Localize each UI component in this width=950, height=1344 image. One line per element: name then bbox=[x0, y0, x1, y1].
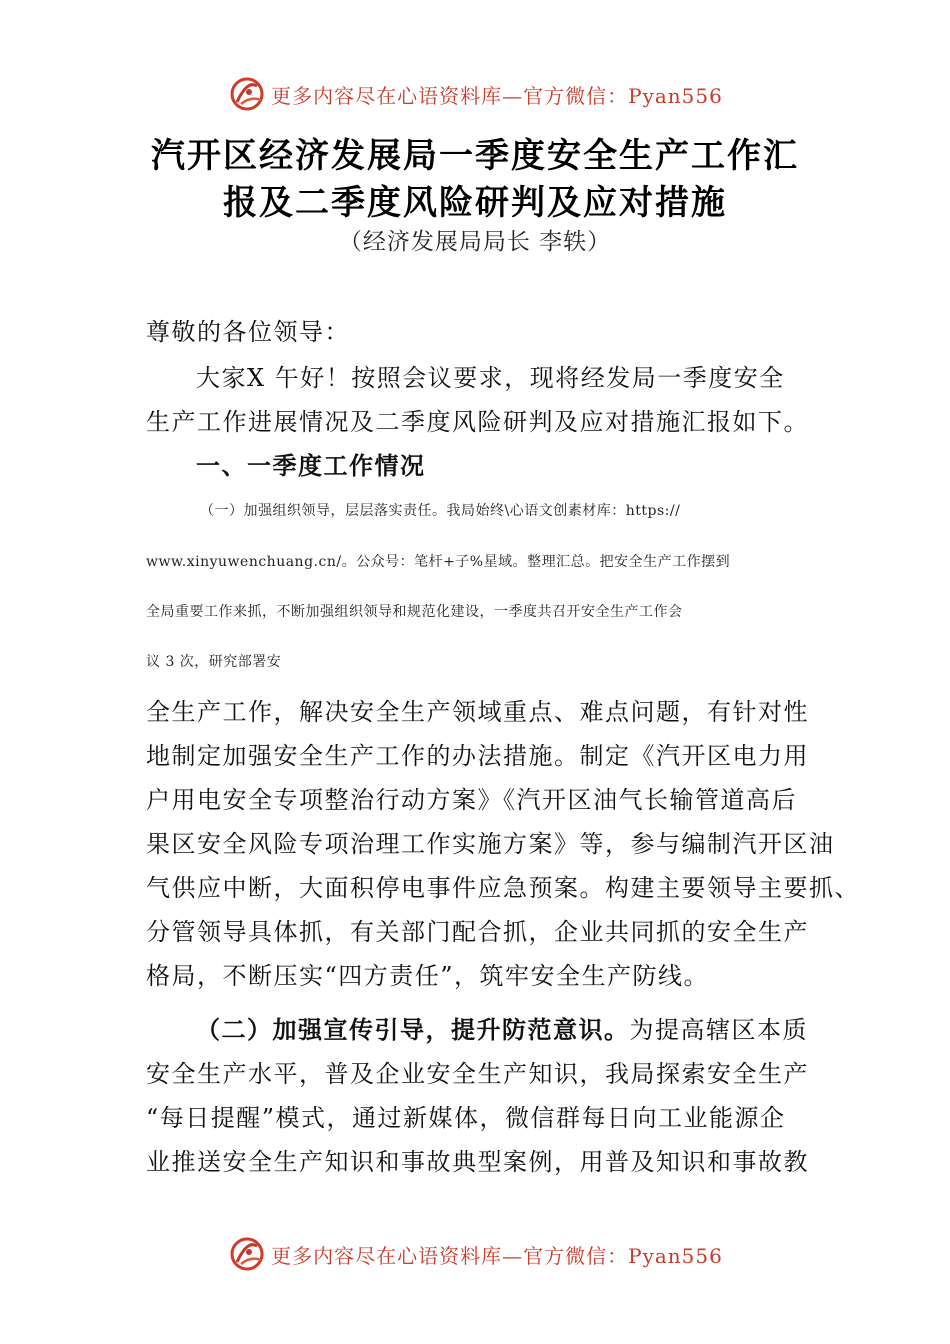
watermark-bottom bbox=[0, 1232, 950, 1276]
watermark-text: 更多内容尽在心语资料库—官方微信：Pyan556 bbox=[271, 83, 723, 108]
body-line: 全生产工作，解决安全生产领域重点、难点问题，有针对性 bbox=[146, 698, 809, 726]
body-line: “每日提醒”模式，通过新媒体，微信群每日向工业能源企 bbox=[146, 1104, 786, 1132]
watermark-text: 更多内容尽在心语资料库—官方微信：Pyan556 bbox=[271, 1243, 723, 1268]
body-line: 格局，不断压实“四方责任”，筑牢安全生产防线。 bbox=[146, 962, 710, 990]
intro-line: 大家X 午好！按照会议要求，现将经发局一季度安全 bbox=[196, 364, 785, 392]
body-line: 气供应中断，大面积停电事件应急预案。构建主要领导主要抓、 bbox=[146, 874, 860, 902]
paragraph2-first-line bbox=[196, 1010, 808, 1045]
body-line: 分管领导具体抓，有关部门配合抓，企业共同抓的安全生产 bbox=[146, 918, 809, 946]
paragraph2-heading: （二）加强宣传引导，提升防范意识。 bbox=[196, 1015, 630, 1044]
paragraph2-lead: 为提高辖区本质 bbox=[629, 1016, 808, 1044]
body-line: 业推送安全生产知识和事故典型案例，用普及知识和事故教 bbox=[146, 1148, 809, 1176]
document-title-line1: 汽开区经济发展局一季度安全生产工作汇 bbox=[151, 136, 799, 176]
body-line: 果区安全风险专项治理工作实施方案》等，参与编制汽开区油 bbox=[146, 830, 835, 858]
intro-line: 生产工作进展情况及二季度风险研判及应对措施汇报如下。 bbox=[146, 408, 809, 436]
logo-icon bbox=[227, 74, 267, 114]
small-text-line: www.xinyuwenchuang.cn/。公众号：笔杆+子%星域。整理汇总。把安全生产工作摆到 bbox=[146, 554, 731, 570]
document-subtitle: （经济发展局局长 李轶） bbox=[338, 229, 612, 255]
body-line: 安全生产水平，普及企业安全生产知识，我局探索安全生产 bbox=[146, 1060, 809, 1088]
section-heading: 一、一季度工作情况 bbox=[196, 451, 426, 480]
small-text-line: （一）加强组织领导，层层落实责任。我局始终\心语文创素材库：https:// bbox=[200, 503, 681, 519]
document-title-line2: 报及二季度风险研判及应对措施 bbox=[223, 183, 727, 223]
watermark-top bbox=[0, 72, 950, 116]
small-text-line: 全局重要工作来抓，不断加强组织领导和规范化建设，一季度共召开安全生产工作会 bbox=[146, 604, 683, 620]
body-line: 户用电安全专项整治行动方案》《汽开区油气长输管道高后 bbox=[146, 786, 797, 814]
body-line: 地制定加强安全生产工作的办法措施。制定《汽开区电力用 bbox=[146, 742, 809, 770]
logo-icon bbox=[227, 1234, 267, 1274]
small-text-line: 议 3 次，研究部署安 bbox=[146, 654, 282, 670]
salutation: 尊敬的各位领导： bbox=[146, 318, 350, 346]
